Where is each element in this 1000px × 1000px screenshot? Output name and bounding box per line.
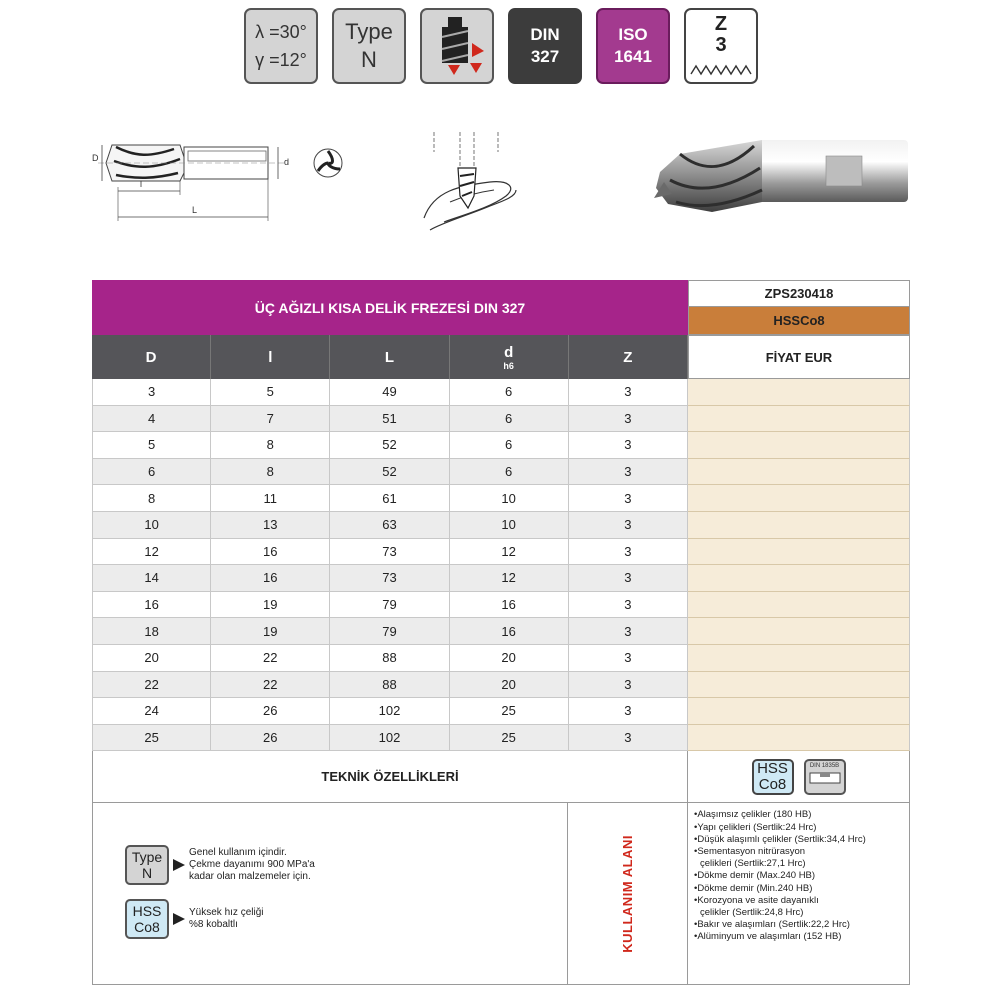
legend-type-badge bbox=[125, 845, 169, 885]
column-label: L bbox=[384, 348, 395, 366]
table-cell: 16 bbox=[450, 618, 569, 645]
type-label: Type bbox=[345, 19, 393, 44]
usage-item: • Alüminyum ve alaşımları (152 HB) bbox=[694, 931, 909, 943]
usage-section bbox=[92, 803, 910, 985]
column-header-Z bbox=[569, 335, 688, 379]
table-cell: 12 bbox=[450, 565, 569, 592]
table-cell: 16 bbox=[450, 592, 569, 619]
price-cell bbox=[688, 592, 910, 619]
price-cell bbox=[688, 379, 910, 406]
product-table bbox=[92, 280, 910, 985]
teeth-icon bbox=[689, 64, 753, 76]
cutting-direction-icon bbox=[426, 15, 488, 77]
usage-item: • Dökme demir (Min.240 HB) bbox=[694, 883, 909, 895]
table-cell: 3 bbox=[569, 565, 688, 592]
table-row bbox=[92, 485, 910, 512]
table-cell: 3 bbox=[92, 379, 211, 406]
price-cell bbox=[688, 618, 910, 645]
column-header-d bbox=[450, 335, 569, 379]
legend-type-description bbox=[189, 847, 315, 883]
column-label: D bbox=[145, 348, 157, 366]
material-label: HSSCo8 bbox=[688, 307, 910, 335]
table-cell: 3 bbox=[569, 406, 688, 433]
legend-type-value: N bbox=[141, 865, 153, 882]
din-label: DIN bbox=[530, 25, 560, 44]
table-cell: 3 bbox=[569, 592, 688, 619]
price-cell bbox=[688, 539, 910, 566]
legend-type-text: Genel kullanım içindir. bbox=[189, 847, 287, 859]
table-cell: 3 bbox=[569, 512, 688, 539]
gamma-angle: γ =12° bbox=[255, 50, 307, 70]
product-code: ZPS230418 bbox=[688, 280, 910, 307]
table-cell: 61 bbox=[330, 485, 449, 512]
legend-type-text: kadar olan malzemeler için. bbox=[189, 871, 311, 883]
table-row bbox=[92, 672, 910, 699]
arrow-right-icon bbox=[171, 859, 187, 871]
table-cell: 63 bbox=[330, 512, 449, 539]
table-cell: 19 bbox=[211, 618, 330, 645]
price-cell bbox=[688, 459, 910, 486]
table-cell: 22 bbox=[211, 645, 330, 672]
product-code-block bbox=[688, 280, 910, 335]
dimension-L-label: L bbox=[192, 205, 198, 215]
table-cell: 10 bbox=[450, 512, 569, 539]
usage-item: • Dökme demir (Max.240 HB) bbox=[694, 870, 909, 882]
legend-co8-label: Co8 bbox=[134, 919, 160, 936]
shank-icon bbox=[808, 769, 842, 787]
din-badge bbox=[508, 8, 582, 84]
table-cell: 14 bbox=[92, 565, 211, 592]
table-cell: 79 bbox=[330, 618, 449, 645]
usage-item: çelikleri (Sertlik:27,1 Hrc) bbox=[700, 858, 806, 870]
dimension-l-label: l bbox=[140, 179, 142, 189]
iso-badge bbox=[596, 8, 670, 84]
table-row bbox=[92, 565, 910, 592]
table-row bbox=[92, 725, 910, 752]
table-cell: 49 bbox=[330, 379, 449, 406]
dimension-D-label: D bbox=[92, 153, 99, 163]
price-cell bbox=[688, 406, 910, 433]
table-cell: 3 bbox=[569, 672, 688, 699]
table-cell: 3 bbox=[569, 459, 688, 486]
usage-item: • Yapı çelikleri (Sertlik:24 Hrc) bbox=[694, 822, 909, 834]
legend-hss-text: %8 kobaltlı bbox=[189, 919, 238, 931]
table-cell: 25 bbox=[450, 698, 569, 725]
table-body bbox=[92, 379, 910, 751]
table-cell: 3 bbox=[569, 485, 688, 512]
table-cell: 12 bbox=[92, 539, 211, 566]
hss-co8-icon bbox=[752, 759, 794, 795]
technical-features-row bbox=[92, 751, 910, 803]
table-row bbox=[92, 698, 910, 725]
helix-angle-badge bbox=[244, 8, 318, 84]
arrow-right-icon bbox=[171, 913, 187, 925]
column-label: l bbox=[268, 348, 273, 366]
column-label: Z bbox=[623, 348, 633, 366]
co8-line: Co8 bbox=[758, 775, 787, 793]
table-row bbox=[92, 618, 910, 645]
table-cell: 73 bbox=[330, 539, 449, 566]
column-label: d bbox=[504, 343, 514, 361]
table-cell: 88 bbox=[330, 672, 449, 699]
table-row bbox=[92, 432, 910, 459]
cutting-direction-badge bbox=[420, 8, 494, 84]
usage-area-label-cell bbox=[568, 803, 688, 984]
iso-value: 1641 bbox=[614, 47, 652, 66]
table-cell: 26 bbox=[211, 698, 330, 725]
table-cell: 3 bbox=[569, 698, 688, 725]
table-title: ÜÇ AĞIZLI KISA DELİK FREZESİ DIN 327 bbox=[92, 280, 688, 335]
dimension-d-label: d bbox=[284, 157, 290, 167]
table-cell: 13 bbox=[211, 512, 330, 539]
legend-type-label: Type bbox=[131, 849, 163, 866]
usage-item: • Sementasyon nitrürasyon bbox=[694, 846, 909, 858]
usage-item: • Alaşımsız çelikler (180 HB) bbox=[694, 809, 909, 821]
table-cell: 3 bbox=[569, 432, 688, 459]
price-cell bbox=[688, 672, 910, 699]
table-cell: 22 bbox=[92, 672, 211, 699]
price-cell bbox=[688, 485, 910, 512]
table-row bbox=[92, 645, 910, 672]
price-cell bbox=[688, 512, 910, 539]
price-cell bbox=[688, 432, 910, 459]
table-cell: 7 bbox=[211, 406, 330, 433]
table-cell: 6 bbox=[450, 432, 569, 459]
table-cell: 3 bbox=[569, 645, 688, 672]
usage-item: • Bakır ve alaşımları (Sertlik:22,2 Hrc) bbox=[694, 919, 909, 931]
table-row bbox=[92, 459, 910, 486]
usage-materials-list bbox=[688, 803, 910, 984]
hss-line: HSS bbox=[757, 759, 788, 777]
table-cell: 22 bbox=[211, 672, 330, 699]
column-header-D bbox=[92, 335, 211, 379]
din-1835b-label: DIN 1835B bbox=[809, 762, 840, 769]
price-cell bbox=[688, 565, 910, 592]
technical-features-title: TEKNİK ÖZELLİKLERİ bbox=[92, 751, 688, 802]
table-cell: 102 bbox=[330, 698, 449, 725]
flutes-badge bbox=[684, 8, 758, 84]
slot-milling-illustration bbox=[420, 130, 520, 239]
table-cell: 26 bbox=[211, 725, 330, 752]
table-cell: 20 bbox=[450, 645, 569, 672]
table-cell: 5 bbox=[211, 379, 330, 406]
legend-type-n bbox=[125, 845, 315, 885]
table-cell: 25 bbox=[450, 725, 569, 752]
table-cell: 18 bbox=[92, 618, 211, 645]
price-cell bbox=[688, 698, 910, 725]
type-badge bbox=[332, 8, 406, 84]
table-cell: 25 bbox=[92, 725, 211, 752]
table-cell: 3 bbox=[569, 379, 688, 406]
dimension-drawing bbox=[88, 135, 358, 230]
iso-label: ISO bbox=[618, 25, 648, 44]
table-cell: 73 bbox=[330, 565, 449, 592]
legend-hss-text: Yüksek hız çeliği bbox=[189, 907, 264, 919]
table-cell: 24 bbox=[92, 698, 211, 725]
column-header-price: FİYAT EUR bbox=[688, 335, 910, 379]
table-cell: 6 bbox=[450, 459, 569, 486]
table-row bbox=[92, 406, 910, 433]
price-cell bbox=[688, 645, 910, 672]
usage-item: • Düşük alaşımlı çelikler (Sertlik:34,4 Hrc) bbox=[694, 834, 909, 846]
table-cell: 8 bbox=[211, 459, 330, 486]
table-cell: 6 bbox=[450, 406, 569, 433]
usage-area-label: KULLANIM ALANI bbox=[620, 834, 635, 953]
legend-hss-co8 bbox=[125, 899, 263, 939]
usage-item: • Korozyona ve asite dayanıklı bbox=[694, 895, 909, 907]
table-cell: 16 bbox=[211, 565, 330, 592]
legend-hss-badge bbox=[125, 899, 169, 939]
table-cell: 8 bbox=[92, 485, 211, 512]
table-head bbox=[92, 280, 910, 335]
column-header-l bbox=[211, 335, 330, 379]
type-value: N bbox=[361, 47, 377, 72]
table-cell: 19 bbox=[211, 592, 330, 619]
price-cell bbox=[688, 725, 910, 752]
table-cell: 79 bbox=[330, 592, 449, 619]
table-cell: 20 bbox=[450, 672, 569, 699]
table-cell: 51 bbox=[330, 406, 449, 433]
table-cell: 3 bbox=[569, 725, 688, 752]
flutes-value: 3 bbox=[715, 34, 727, 56]
table-cell: 3 bbox=[569, 539, 688, 566]
usage-item: çelikler (Sertlik:24,8 Hrc) bbox=[700, 906, 804, 918]
table-cell: 16 bbox=[211, 539, 330, 566]
legend-hss-label: HSS bbox=[132, 903, 162, 920]
table-row bbox=[92, 539, 910, 566]
table-row bbox=[92, 592, 910, 619]
table-cell: 3 bbox=[569, 618, 688, 645]
column-header-L bbox=[330, 335, 449, 379]
table-cell: 8 bbox=[211, 432, 330, 459]
flutes-label: Z bbox=[714, 13, 728, 35]
table-cell: 11 bbox=[211, 485, 330, 512]
lambda-angle: λ =30° bbox=[255, 22, 307, 42]
table-cell: 6 bbox=[92, 459, 211, 486]
end-mill-photo bbox=[650, 132, 912, 227]
table-cell: 102 bbox=[330, 725, 449, 752]
din-1835b-shank-icon bbox=[804, 759, 846, 795]
din-value: 327 bbox=[530, 47, 560, 66]
table-cell: 4 bbox=[92, 406, 211, 433]
table-cell: 10 bbox=[450, 485, 569, 512]
table-row bbox=[92, 379, 910, 406]
legend-type-text: Çekme dayanımı 900 MPa'a bbox=[189, 859, 315, 871]
table-row bbox=[92, 512, 910, 539]
feature-badges bbox=[244, 8, 758, 84]
technical-icons bbox=[688, 751, 910, 802]
table-cell: 52 bbox=[330, 459, 449, 486]
legend-hss-description bbox=[189, 907, 263, 931]
table-cell: 12 bbox=[450, 539, 569, 566]
table-cell: 10 bbox=[92, 512, 211, 539]
column-tolerance: h6 bbox=[503, 360, 514, 371]
legend-panel bbox=[92, 803, 568, 984]
table-cell: 52 bbox=[330, 432, 449, 459]
table-cell: 88 bbox=[330, 645, 449, 672]
table-cell: 6 bbox=[450, 379, 569, 406]
table-cell: 16 bbox=[92, 592, 211, 619]
table-cell: 5 bbox=[92, 432, 211, 459]
table-cell: 20 bbox=[92, 645, 211, 672]
column-headers bbox=[92, 335, 910, 379]
